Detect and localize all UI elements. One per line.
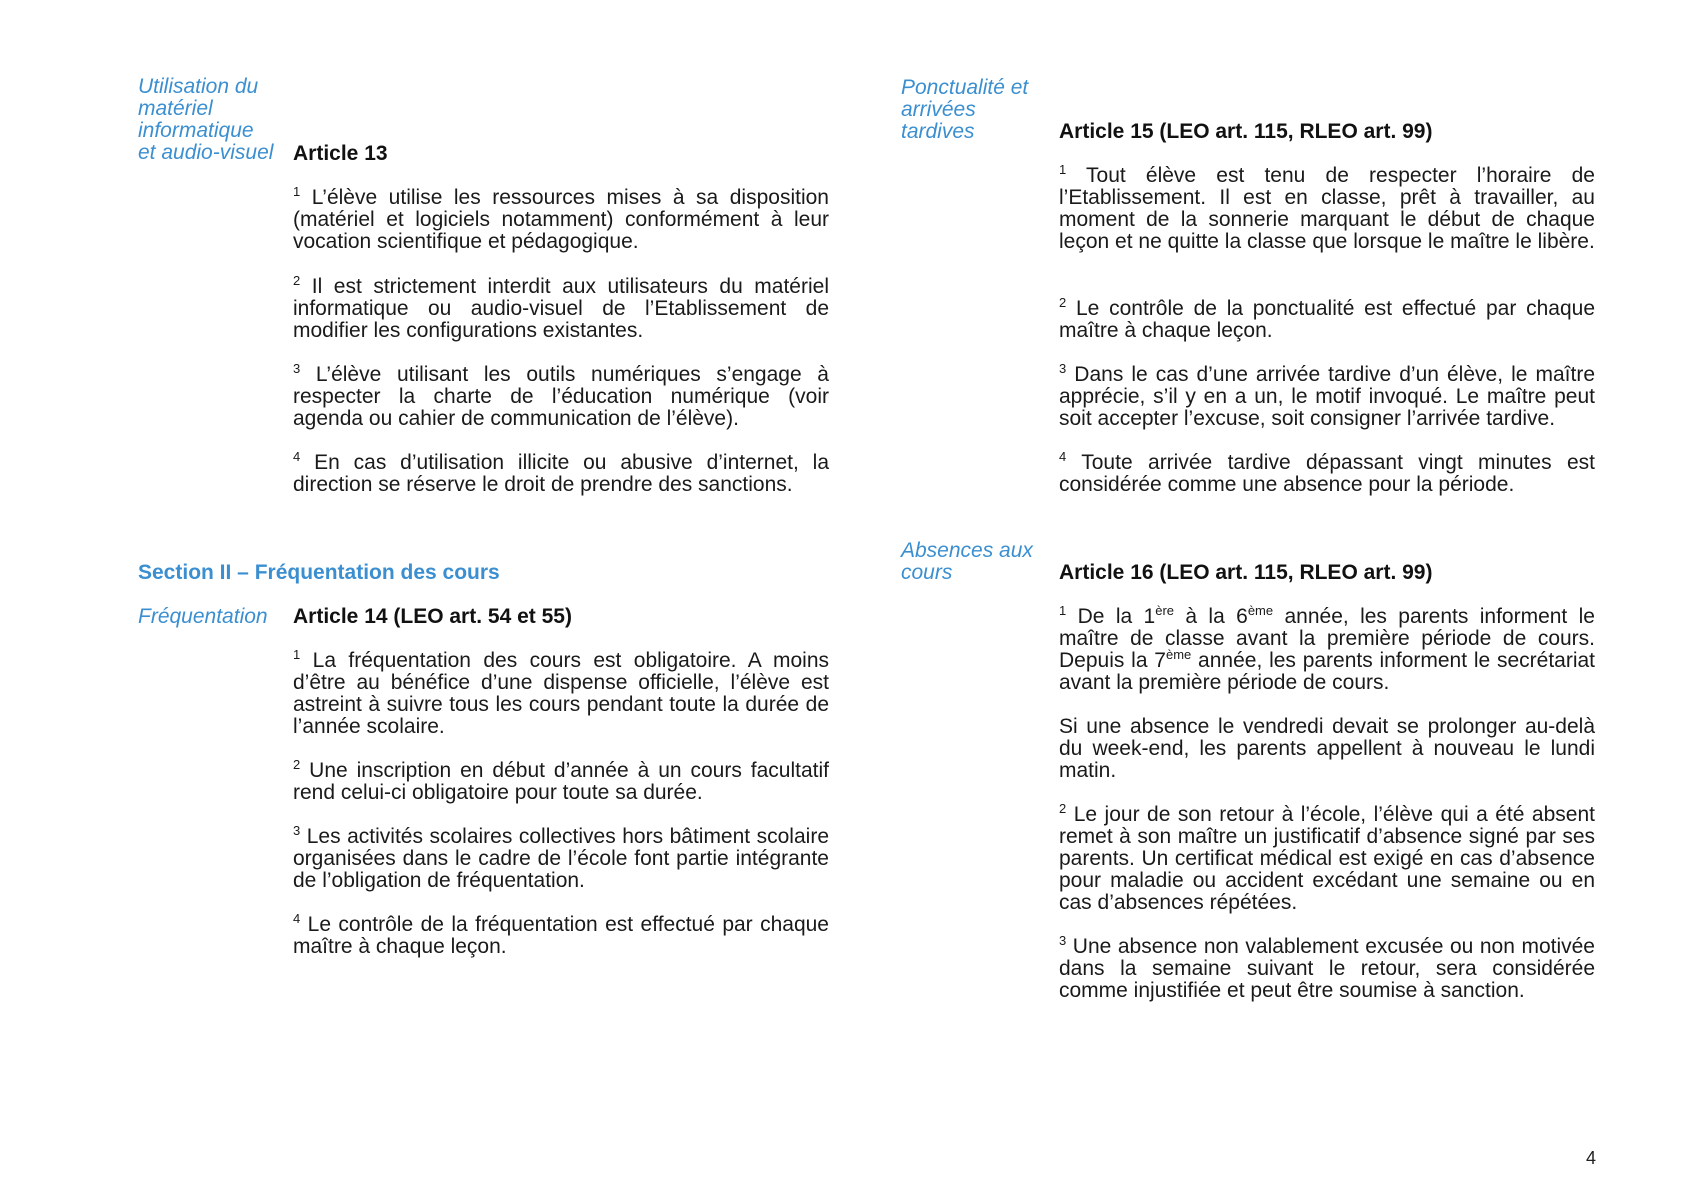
- ordinal-suffix: ème: [1165, 647, 1192, 662]
- paragraph-number: 1: [1059, 603, 1067, 618]
- ordinal-suffix: ère: [1155, 603, 1175, 618]
- paragraph-number: 3: [1059, 361, 1067, 376]
- article-13-paragraph-2: [293, 273, 829, 342]
- paragraph-number: 1: [293, 647, 301, 662]
- paragraph-text: En cas d’utilisation illicite ou abusive d’internet, la direction se réserve le droit de prendre des sanctions.: [293, 451, 829, 496]
- article-16-paragraph-2: [1059, 801, 1595, 914]
- margin-label-article-16: [901, 540, 1051, 584]
- article-15-paragraph-1: [1059, 162, 1595, 253]
- article-14-paragraph-1: [293, 647, 829, 738]
- margin-label-article-13: [138, 76, 288, 164]
- paragraph-number: 4: [293, 911, 301, 926]
- paragraph-text: L’élève utilisant les outils numériques s’engage à respecter la charte de l’éducation numérique (voir agenda ou cahier de communication de l’élève).: [293, 363, 829, 430]
- margin-label-line: informatique: [138, 119, 254, 142]
- margin-label-line: cours: [901, 561, 953, 584]
- article-15-paragraph-2: [1059, 295, 1595, 342]
- margin-label-line: et audio-visuel: [138, 141, 274, 164]
- paragraph-text: Une absence non valablement excusée ou non motivée dans la semaine suivant le retour, sera considérée comme injustifiée et peut être soumise à sanction.: [1059, 935, 1595, 1002]
- paragraph-number: 2: [293, 273, 301, 288]
- article-14-paragraph-4: [293, 911, 829, 958]
- article-15-paragraph-3: [1059, 361, 1595, 430]
- paragraph-number: 3: [293, 361, 301, 376]
- paragraph-number: 4: [1059, 449, 1067, 464]
- paragraph-number: 1: [293, 184, 301, 199]
- margin-label-line: matériel: [138, 97, 213, 120]
- paragraph-text: Le contrôle de la ponctualité est effectué par chaque maître à chaque leçon.: [1059, 297, 1595, 342]
- article-16-title: Article 16 (LEO art. 115, RLEO art. 99): [1059, 561, 1433, 584]
- article-13-title: Article 13: [293, 142, 388, 165]
- article-16-paragraph-1b: Si une absence le vendredi devait se prolonger au-delà du week-end, les parents appellent à nouveau le lundi matin.: [1059, 715, 1595, 782]
- paragraph-text: Une inscription en début d’année à un cours facultatif rend celui-ci obligatoire pour toute sa durée.: [293, 759, 829, 804]
- margin-label-line: Utilisation du: [138, 75, 259, 98]
- paragraph-text: De la 1: [1077, 605, 1156, 628]
- paragraph-number: 1: [1059, 162, 1067, 177]
- article-13-paragraph-1: [293, 184, 829, 253]
- article-14-title: Article 14 (LEO art. 54 et 55): [293, 605, 572, 628]
- paragraph-text: La fréquentation des cours est obligatoire. A moins d’être au bénéfice d’une dispense officielle, l’élève est astreint à suivre tous les cours pendant toute la durée de l’année scolaire.: [293, 649, 829, 738]
- article-16-paragraph-3: [1059, 933, 1595, 1002]
- margin-label-line: Absences aux: [901, 539, 1033, 562]
- paragraph-number: 2: [293, 757, 301, 772]
- article-14-paragraph-2: [293, 757, 829, 804]
- paragraph-text: Le jour de son retour à l’école, l’élève qui a été absent remet à son maître un justificatif d’absence signé par ses parents. Un certificat médical est exigé en cas d’absence pour maladie ou accident excédant une semaine ou en cas d’absences répétées.: [1059, 803, 1595, 914]
- paragraph-number: 2: [1059, 295, 1067, 310]
- paragraph-number: 2: [1059, 801, 1067, 816]
- margin-label-line: arrivées: [901, 98, 976, 121]
- article-14-paragraph-3: [293, 823, 829, 892]
- article-15-title: Article 15 (LEO art. 115, RLEO art. 99): [1059, 120, 1433, 143]
- margin-label-article-15: [901, 77, 1051, 143]
- article-13-paragraph-3: [293, 361, 829, 430]
- paragraph-text: Le contrôle de la fréquentation est effectué par chaque maître à chaque leçon.: [293, 913, 829, 958]
- margin-label-line: Ponctualité et: [901, 76, 1029, 99]
- article-16-paragraph-1: [1059, 603, 1596, 694]
- paragraph-text: Il est strictement interdit aux utilisateurs du matériel informatique ou audio-visuel de l’Etablissement de modifier les configurations existantes.: [293, 275, 829, 342]
- paragraph-text: L’élève utilise les ressources mises à sa disposition (matériel et logiciels notamment) conformément à leur vocation scientifique et pédagogique.: [293, 186, 829, 253]
- article-13-paragraph-4: [293, 449, 829, 496]
- paragraph-text: à la 6: [1174, 605, 1248, 628]
- article-15-paragraph-4: [1059, 449, 1595, 496]
- section-2-title: Section II – Fréquentation des cours: [138, 561, 500, 584]
- paragraph-text: Les activités scolaires collectives hors bâtiment scolaire organisées dans le cadre de l’école font partie intégrante de l’obligation de fréquentation.: [293, 825, 829, 892]
- paragraph-text: Tout élève est tenu de respecter l’horaire de l’Etablissement. Il est en classe, prêt à travailler, au moment de la sonnerie marquant le début de chaque leçon et ne quitte la classe que lorsque le maître le libère.: [1059, 164, 1595, 253]
- paragraph-number: 3: [293, 823, 301, 838]
- paragraph-text: Toute arrivée tardive dépassant vingt minutes est considérée comme une absence pour la période.: [1059, 451, 1595, 496]
- margin-label-article-14: Fréquentation: [138, 605, 268, 628]
- paragraph-text: Dans le cas d’une arrivée tardive d’un élève, le maître apprécie, s’il y en a un, le motif invoqué. Le maître peut soit accepter l’excuse, soit consigner l’arrivée tardive.: [1059, 363, 1595, 430]
- paragraph-number: 3: [1059, 933, 1067, 948]
- page-number: 4: [1586, 1148, 1597, 1168]
- paragraph-number: 4: [293, 449, 301, 464]
- paragraph-text: année, les parents informent le secrétariat avant la première période de cours.: [1059, 649, 1596, 694]
- ordinal-suffix: ème: [1247, 603, 1274, 618]
- margin-label-line: tardives: [901, 120, 975, 143]
- paragraph-text: année, les parents informent le maître de classe avant la première période de cours. Depuis la 7: [1059, 605, 1595, 672]
